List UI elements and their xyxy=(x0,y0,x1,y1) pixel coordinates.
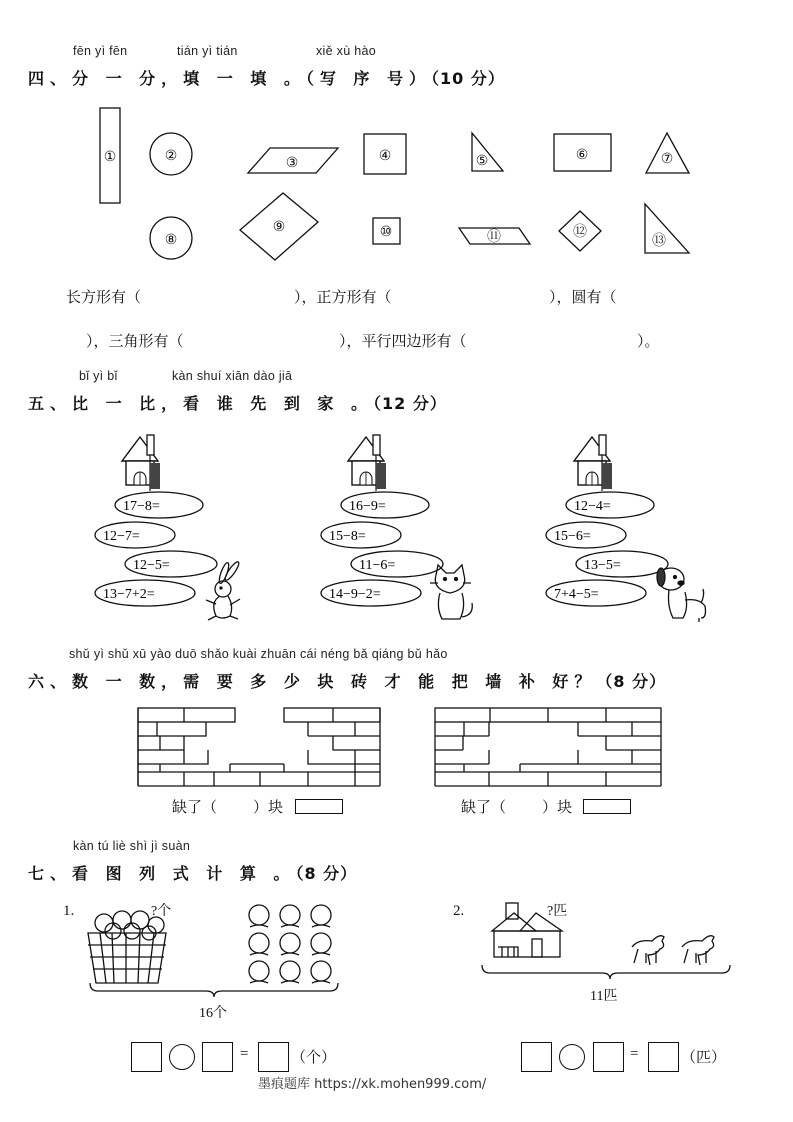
q7-p2-question: ?匹 xyxy=(547,904,568,919)
shape-label: ⑩ xyxy=(379,224,393,240)
q6-brick-icon xyxy=(295,799,343,814)
answer-box[interactable] xyxy=(593,1042,624,1072)
q7-p2-total: 11匹 xyxy=(590,989,618,1004)
q5-pinyin-1: bǐ yì bǐ xyxy=(79,369,118,383)
shape-label: ⑪ xyxy=(487,229,501,245)
equation-text: 7+4−5= xyxy=(554,587,599,602)
q7-title: 七、看 图 列 式 计 算 。 xyxy=(28,864,296,883)
answer-box[interactable] xyxy=(521,1042,552,1072)
equals-sign: = xyxy=(630,1046,639,1062)
shape-label: ⑬ xyxy=(652,233,666,249)
q7-p1-unit: （个） xyxy=(291,1050,337,1066)
q4-answer-square: ），正方形有（ xyxy=(294,288,392,306)
q6-caption-right-b: ）块 xyxy=(542,798,573,816)
q4-pinyin-3: xiě xù hào xyxy=(316,44,376,58)
q5-race-figures xyxy=(0,425,793,635)
operator-circle[interactable] xyxy=(559,1044,585,1070)
answer-box[interactable] xyxy=(202,1042,233,1072)
q6-heading xyxy=(28,669,666,692)
house-icon xyxy=(348,435,386,491)
shape-label: ⑥ xyxy=(575,147,589,163)
q7-p2-unit: （匹） xyxy=(681,1050,727,1066)
q6-pinyin: shǔ yì shǔ xū yào duō shǎo kuài zhuān cái néng bǎ qiáng bǔ hǎo xyxy=(69,647,448,661)
q7-p1-number: 1. xyxy=(63,903,75,919)
equation-text: 12−4= xyxy=(574,499,611,514)
equation-text: 12−5= xyxy=(133,558,170,573)
equals-sign: = xyxy=(240,1046,249,1062)
equation-text: 11−6= xyxy=(359,558,396,573)
operator-circle[interactable] xyxy=(169,1044,195,1070)
q4-title: 四、分 一 分，填 一 填 。 xyxy=(28,69,306,88)
shape-label: ⑨ xyxy=(272,219,286,235)
shape-label: ③ xyxy=(285,155,299,171)
q7-p1-total: 16个 xyxy=(199,1006,227,1021)
q5-pinyin-2: kàn shuí xiān dào jiā xyxy=(172,369,293,383)
brace-2 xyxy=(482,965,730,979)
q7-heading xyxy=(28,861,357,884)
house-icon xyxy=(122,435,160,491)
q7-points: （8 分） xyxy=(295,864,358,883)
q6-caption-right-a: 缺了（ xyxy=(461,798,507,816)
peaches-icon xyxy=(249,905,331,983)
cat-icon xyxy=(430,565,472,619)
answer-box[interactable] xyxy=(258,1042,289,1072)
q6-caption-right xyxy=(461,796,572,817)
equation-text: 16−9= xyxy=(349,499,386,514)
q7-p2-number: 2. xyxy=(453,903,465,919)
q4-heading xyxy=(28,66,505,89)
brace-1 xyxy=(90,983,338,997)
equation-text: 15−8= xyxy=(329,529,366,544)
q4-answer-rect: 长方形有（ xyxy=(66,288,142,306)
q6-title: 六、数 一 数，需 要 多 少 块 砖 才 能 把 墙 补 好？ xyxy=(28,672,597,691)
answer-box[interactable] xyxy=(131,1042,162,1072)
shape-label: ⑧ xyxy=(164,232,178,248)
q6-caption-left-a: 缺了（ xyxy=(172,798,218,816)
house-icon xyxy=(574,435,612,491)
q4-answer-end: ）。 xyxy=(637,332,660,350)
q4-points: （10 分） xyxy=(431,69,505,88)
q5-title: 五、比 一 比，看 谁 先 到 家 。 xyxy=(28,394,373,413)
q7-pinyin: kàn tú liè shì jì suàn xyxy=(73,839,191,853)
dog-icon xyxy=(657,568,706,622)
horses-icon xyxy=(632,936,714,965)
equation-text: 15−6= xyxy=(554,529,591,544)
q6-points: （8 分） xyxy=(596,672,667,691)
q6-caption-left-b: ）块 xyxy=(253,798,284,816)
shape-label: ⑤ xyxy=(475,153,489,169)
q6-walls xyxy=(0,700,793,790)
equation-text: 17−8= xyxy=(123,499,160,514)
q6-brick-icon xyxy=(583,799,631,814)
shape-label: ② xyxy=(164,148,178,164)
footer-watermark: 墨痕题库 https://xk.mohen999.com/ xyxy=(258,1077,487,1092)
equation-text: 13−5= xyxy=(584,558,621,573)
q6-caption-left xyxy=(172,796,283,817)
q7-figures xyxy=(0,895,793,1025)
basket-icon xyxy=(88,911,166,983)
wall-right xyxy=(435,708,661,786)
q4-note: （写 序 号） xyxy=(305,69,432,88)
q5-heading xyxy=(28,391,447,414)
q4-pinyin-2: tián yì tián xyxy=(177,44,238,58)
equation-text: 13−7+2= xyxy=(103,587,155,602)
equation-text: 12−7= xyxy=(103,529,140,544)
q4-answer-parallelogram: ），平行四边形有（ xyxy=(339,332,467,350)
answer-box[interactable] xyxy=(648,1042,679,1072)
q7-p1-question: ?个 xyxy=(151,904,172,919)
q5-points: （12 分） xyxy=(373,394,447,413)
shape-label: ① xyxy=(103,149,117,165)
shape-label: ⑦ xyxy=(660,151,674,167)
equation-text: 14−9−2= xyxy=(329,587,381,602)
wall-left xyxy=(138,708,380,786)
q4-answer-triangle: ），三角形有（ xyxy=(86,332,184,350)
shape-label: ⑫ xyxy=(573,224,587,240)
q4-shapes xyxy=(0,100,793,270)
q4-answer-circle: ），圆有（ xyxy=(549,288,617,306)
q4-pinyin-1: fēn yì fēn xyxy=(73,44,128,58)
shape-label: ④ xyxy=(378,148,392,164)
